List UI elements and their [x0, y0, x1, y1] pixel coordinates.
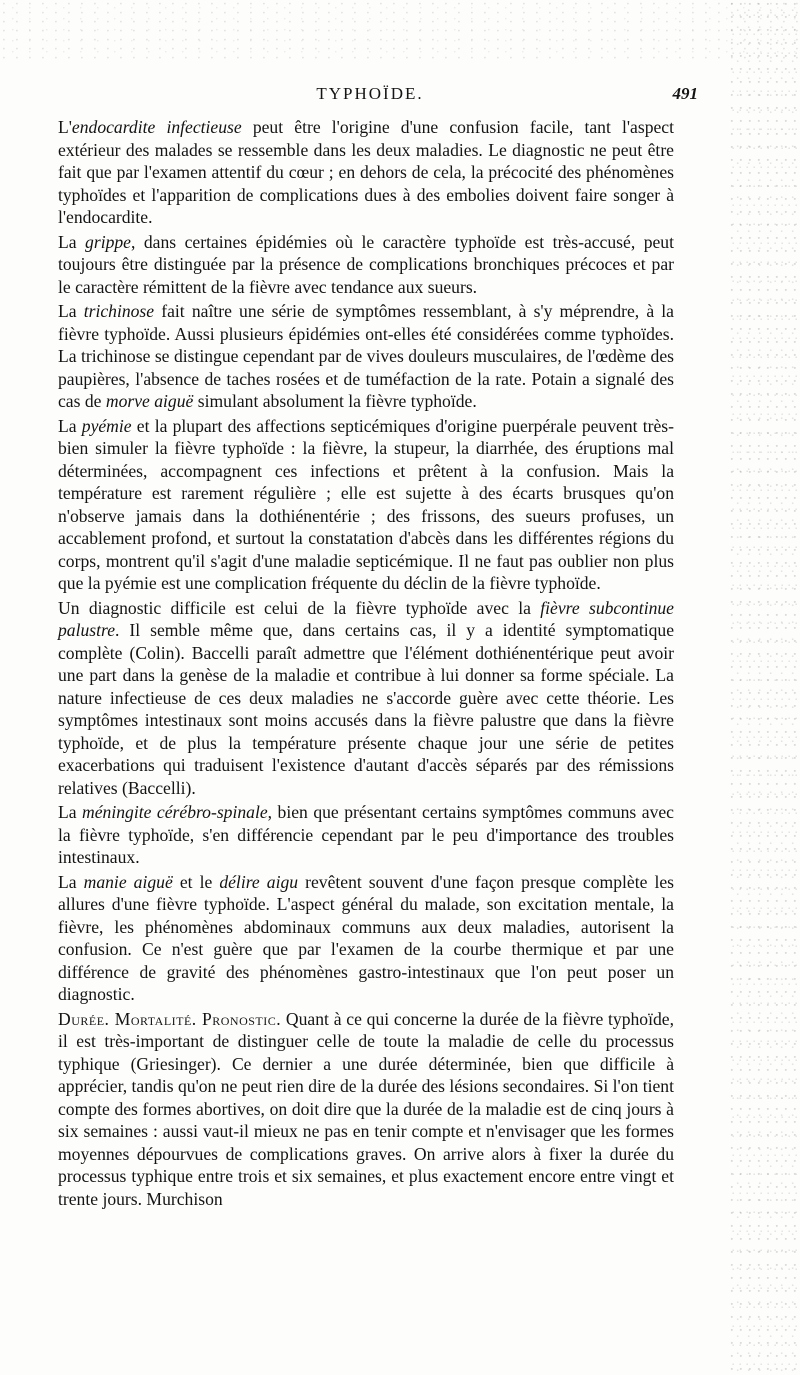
scan-speckle-right	[730, 0, 800, 1375]
italic-term: grippe	[85, 231, 131, 252]
text-run: . Il semble même que, dans certains cas, il y a identité symptomatique complète (Colin). Baccelli paraît admettre que l'élément dothiénentérique peut avoir une part dans la genèse de la maladie et contribue à lui donner sa forme spéciale. La nature infectieuse de ces deux maladies ne s'accorde guère avec cette théorie. Les symptômes intestinaux sont moins accusés dans la fièvre palustre que dans la fièvre typhoïde, et de plus la température présente chaque jour une série de petites exacerbations qui traduisent l'existence d'autant d'accès séparés par des rémissions relatives (Baccelli).	[58, 620, 674, 798]
paragraph	[58, 231, 674, 299]
paragraph	[58, 801, 674, 869]
running-title: TYPHOÏDE.	[316, 84, 424, 103]
page-number: 491	[672, 84, 698, 103]
paragraph	[58, 415, 674, 595]
paragraph	[58, 116, 674, 229]
paragraph	[58, 300, 674, 413]
italic-term: endocardite infectieuse	[71, 117, 242, 137]
text-run: et le	[172, 871, 220, 892]
text-run: revêtent souvent d'une façon presque complète les allures d'une fièvre typhoïde. L'aspect général du malade, son excitation mentale, la fièvre, les phénomènes abdominaux communs aux deux maladies, autorisent la confusion. Ce n'est guère que par l'examen de la courbe thermique et par une différence de gravité des phénomènes gastro-intestinaux que l'on peut poser un diagnostic.	[58, 871, 674, 1004]
italic-term: méningite cérébro-spinale	[82, 802, 268, 822]
paragraph	[58, 597, 674, 800]
text-run: peut être l'origine d'une confusion facile, tant l'aspect extérieur des malades se ressemble dans les deux maladies. Le diagnostic ne peut être fait que par l'examen attentif du cœur ; en dehors de cela, la précocité des phénomènes typhoïdes et l'apparition de complications dues à des embolies doivent faire songer à l'endocardite.	[58, 117, 674, 227]
text-run: La	[58, 802, 83, 822]
text-run: Un diagnostic difficile est celui de la fièvre typhoïde avec la	[58, 597, 541, 618]
text-run: La	[58, 871, 84, 892]
italic-term: manie aiguë	[83, 871, 173, 892]
text-run: La	[58, 231, 86, 252]
italic-term: pyémie	[81, 415, 132, 436]
text-run: Quant à ce qui concerne la durée de la fièvre typhoïde, il est très-important de distinguer celle de toute la maladie de celle du processus typhique (Griesinger). Ce dernier a une durée déterminée, bien que difficile à apprécier, tandis qu'on ne peut rien dire de la durée des lésions secondaires. Si l'on tient compte des formes abortives, on doit dire que la durée de la maladie est de cinq jours à six semaines : aussi vaut-il mieux ne pas en tenir compte et n'envisager que les formes moyennes dépourvues de complications graves. On arrive alors à fixer la durée du processus typhique entre trois et six semaines, et plus exactement encore entre vingt et trente jours. Murchison	[58, 1008, 674, 1209]
page-header	[50, 84, 698, 108]
italic-term: trichinose	[83, 301, 155, 321]
section-heading: Durée. Mortalité. Pronostic.	[58, 1008, 282, 1029]
text-run: fait naître une série de symptômes ressemblant, à s'y méprendre, à la fièvre typhoïde. Aussi plusieurs épidémies ont-elles été considérées comme typhoïdes. La trichinose se distingue cependant par de vives douleurs musculaires, de l'œdème des paupières, l'absence de taches rosées et de tuméfaction de la rate. Potain a signalé des cas de	[58, 301, 674, 411]
text-run: simulant absolument la fièvre typhoïde.	[193, 391, 477, 411]
text-run: L'	[58, 117, 72, 137]
text-run: et la plupart des affections septicémiques d'origine puerpérale peuvent très-bien simuler la fièvre typhoïde : la fièvre, la stupeur, la diarrhée, des éruptions mal déterminées, accompagnent ces infections et prêtent à la confusion. Mais la température est rarement régulière ; elle est sujette à des écarts brusques qu'on n'observe jamais dans la dothiénentérie ; des frissons, des sueurs profuses, un accablement profond, et surtout la constatation d'abcès dans les différentes régions du corps, montrent qu'il s'agit d'une maladie septicémique. Il ne faut pas oublier non plus que la pyémie est une complication fréquente du déclin de la fièvre typhoïde.	[58, 415, 674, 593]
scan-speckle-top	[0, 0, 800, 60]
text-run: La	[58, 301, 84, 321]
italic-term: fièvre subcontinue palustre	[58, 597, 674, 640]
italic-term: délire aigu	[219, 871, 299, 892]
paragraph	[58, 1008, 674, 1211]
body-text	[58, 116, 674, 1210]
text-run: , dans certaines épidémies où le caractère typhoïde est très-accusé, peut toujours être distinguée par la présence de complications bronchiques précoces et par le caractère rémittent de la fièvre avec tendance aux sueurs.	[58, 231, 674, 297]
text-run: , bien que présentant certains symptômes communs avec la fièvre typhoïde, s'en différencie cependant par le peu d'importance des troubles intestinaux.	[58, 802, 674, 867]
paragraph	[58, 871, 674, 1006]
text-run: La	[58, 415, 82, 436]
italic-term: morve aiguë	[105, 391, 194, 411]
